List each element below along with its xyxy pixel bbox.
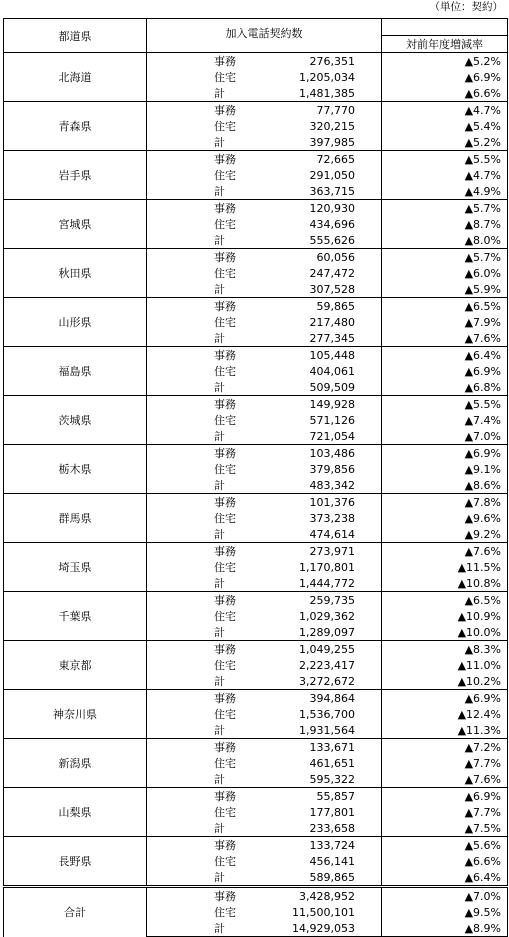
yoy-change-rate: ▲7.6% xyxy=(382,771,508,788)
yoy-change-rate: ▲6.6% xyxy=(382,853,508,869)
yoy-change-rate: ▲6.0% xyxy=(382,265,508,281)
contract-count: 595,322 xyxy=(309,772,355,786)
prefecture-name: 福島県 xyxy=(4,347,147,396)
contract-kind: 事務 xyxy=(147,298,214,315)
prefecture-name: 山梨県 xyxy=(4,788,147,837)
yoy-change-rate: ▲7.6% xyxy=(382,330,508,347)
header-blank-cell xyxy=(382,19,508,36)
contract-count: 2,223,417 xyxy=(299,658,355,672)
yoy-change-rate: ▲6.9% xyxy=(382,445,508,462)
yoy-change-rate: ▲6.8% xyxy=(382,379,508,396)
yoy-change-rate: ▲6.9% xyxy=(382,788,508,805)
contract-count: 373,238 xyxy=(309,511,355,525)
contract-count: 363,715 xyxy=(309,184,355,198)
yoy-change-rate: ▲11.5% xyxy=(382,559,508,575)
contract-count: 1,481,385 xyxy=(299,86,355,100)
contract-kind: 住宅 xyxy=(214,71,236,84)
yoy-change-rate: ▲6.9% xyxy=(382,363,508,379)
prefecture-name: 新潟県 xyxy=(4,739,147,788)
yoy-change-rate: ▲7.7% xyxy=(382,804,508,820)
prefecture-name: 栃木県 xyxy=(4,445,147,494)
contract-count: 101,376 xyxy=(214,494,382,511)
contract-count: 233,658 xyxy=(309,821,355,835)
yoy-change-rate: ▲10.2% xyxy=(382,673,508,690)
contract-count: 1,444,772 xyxy=(299,576,355,590)
contract-count: 3,272,672 xyxy=(299,674,355,688)
contract-kind: 住宅 xyxy=(214,561,236,574)
header-row xyxy=(4,19,508,36)
yoy-change-rate: ▲9.2% xyxy=(382,526,508,543)
contract-count: 55,857 xyxy=(214,788,382,805)
yoy-change-rate: ▲5.2% xyxy=(382,134,508,151)
yoy-change-rate: ▲6.5% xyxy=(382,298,508,315)
prefecture-name: 群馬県 xyxy=(4,494,147,543)
yoy-change-rate: ▲8.6% xyxy=(382,477,508,494)
contract-kind: 事務 xyxy=(147,887,214,905)
contract-count: 133,671 xyxy=(214,739,382,756)
prefecture-name: 埼玉県 xyxy=(4,543,147,592)
contract-kind: 計 xyxy=(214,185,225,198)
prefecture-name: 東京都 xyxy=(4,641,147,690)
contract-count: 133,724 xyxy=(214,837,382,854)
yoy-change-rate: ▲7.4% xyxy=(382,412,508,428)
contracts-table-container xyxy=(3,18,507,937)
contract-kind: 計 xyxy=(214,577,225,590)
yoy-change-rate: ▲6.5% xyxy=(382,592,508,609)
contract-count: 14,929,053 xyxy=(214,920,382,937)
header-prefecture: 都道県 xyxy=(4,19,147,53)
yoy-change-rate: ▲9.5% xyxy=(382,904,508,920)
yoy-change-rate: ▲9.1% xyxy=(382,461,508,477)
prefecture-row xyxy=(4,347,508,364)
yoy-change-rate: ▲8.9% xyxy=(382,920,508,937)
contract-count: 11,500,101 xyxy=(292,905,355,919)
yoy-change-rate: ▲7.9% xyxy=(382,314,508,330)
contract-count: 177,801 xyxy=(309,805,355,819)
contract-count: 456,141 xyxy=(309,854,355,868)
unit-note: （単位：契約） xyxy=(429,1,503,13)
prefecture-row xyxy=(4,249,508,266)
contract-count: 77,770 xyxy=(214,102,382,119)
contract-kind: 事務 xyxy=(147,200,214,217)
contract-count: 589,865 xyxy=(309,870,355,884)
yoy-change-rate: ▲10.8% xyxy=(382,575,508,592)
contract-kind: 計 xyxy=(214,724,225,737)
prefecture-name: 茨城県 xyxy=(4,396,147,445)
contract-count: 483,342 xyxy=(309,478,355,492)
yoy-change-rate: ▲4.9% xyxy=(382,183,508,200)
contract-kind: 事務 xyxy=(147,837,214,854)
yoy-change-rate: ▲5.5% xyxy=(382,151,508,168)
prefecture-name: 神奈川県 xyxy=(4,690,147,739)
contract-kind: 事務 xyxy=(147,151,214,168)
prefecture-row xyxy=(4,592,508,609)
prefecture-name: 北海道 xyxy=(4,53,147,102)
prefecture-name: 長野県 xyxy=(4,837,147,887)
contract-kind: 事務 xyxy=(147,641,214,658)
yoy-change-rate: ▲5.6% xyxy=(382,837,508,854)
prefecture-row xyxy=(4,102,508,119)
contract-count: 259,735 xyxy=(214,592,382,609)
prefecture-row xyxy=(4,396,508,413)
yoy-change-rate: ▲12.4% xyxy=(382,706,508,722)
prefecture-row xyxy=(4,53,508,70)
contract-count: 571,126 xyxy=(309,413,355,427)
contract-kind: 住宅 xyxy=(214,512,236,525)
contract-count: 307,528 xyxy=(309,282,355,296)
contract-kind: 住宅 xyxy=(214,659,236,672)
contract-count: 1,049,255 xyxy=(214,641,382,658)
contract-count: 149,928 xyxy=(214,396,382,413)
contract-kind: 住宅 xyxy=(214,414,236,427)
header-rate: 対前年度増減率 xyxy=(382,36,508,53)
yoy-change-rate: ▲7.0% xyxy=(382,887,508,905)
prefecture-name: 秋田県 xyxy=(4,249,147,298)
contract-count: 397,985 xyxy=(309,135,355,149)
contract-count: 273,971 xyxy=(214,543,382,560)
contract-kind: 計 xyxy=(214,332,225,345)
contract-kind: 事務 xyxy=(147,102,214,119)
contract-kind: 事務 xyxy=(147,739,214,756)
prefecture-name: 岩手県 xyxy=(4,151,147,200)
contract-kind: 住宅 xyxy=(214,316,236,329)
contract-kind: 住宅 xyxy=(214,610,236,623)
prefecture-row xyxy=(4,151,508,168)
yoy-change-rate: ▲5.2% xyxy=(382,53,508,70)
total-row xyxy=(4,887,508,905)
contract-kind: 事務 xyxy=(147,592,214,609)
contract-kind: 計 xyxy=(214,626,225,639)
contract-count: 277,345 xyxy=(309,331,355,345)
contract-kind: 住宅 xyxy=(214,267,236,280)
header-contracts: 加入電話契約数 xyxy=(147,19,382,53)
yoy-change-rate: ▲5.9% xyxy=(382,281,508,298)
yoy-change-rate: ▲5.5% xyxy=(382,396,508,413)
prefecture-row xyxy=(4,641,508,658)
yoy-change-rate: ▲8.7% xyxy=(382,216,508,232)
contract-kind: 住宅 xyxy=(214,757,236,770)
contract-kind: 計 xyxy=(214,234,225,247)
prefecture-row xyxy=(4,298,508,315)
prefecture-row xyxy=(4,739,508,756)
prefecture-row xyxy=(4,200,508,217)
contract-count: 59,865 xyxy=(214,298,382,315)
yoy-change-rate: ▲7.7% xyxy=(382,755,508,771)
prefecture-row xyxy=(4,543,508,560)
contract-kind: 住宅 xyxy=(214,855,236,868)
prefecture-row xyxy=(4,494,508,511)
contracts-table-body xyxy=(4,19,508,937)
yoy-change-rate: ▲7.6% xyxy=(382,543,508,560)
contract-kind: 計 xyxy=(214,773,225,786)
contract-count: 509,509 xyxy=(309,380,355,394)
contract-count: 3,428,952 xyxy=(214,887,382,905)
yoy-change-rate: ▲6.6% xyxy=(382,85,508,102)
prefecture-row xyxy=(4,445,508,462)
contract-kind: 計 xyxy=(214,675,225,688)
yoy-change-rate: ▲8.0% xyxy=(382,232,508,249)
contract-kind: 計 xyxy=(214,479,225,492)
contract-count: 394,864 xyxy=(214,690,382,707)
yoy-change-rate: ▲5.4% xyxy=(382,118,508,134)
contract-count: 379,856 xyxy=(309,462,355,476)
yoy-change-rate: ▲4.7% xyxy=(382,102,508,119)
contract-count: 105,448 xyxy=(214,347,382,364)
contract-kind: 事務 xyxy=(147,396,214,413)
yoy-change-rate: ▲7.8% xyxy=(382,494,508,511)
contract-kind: 計 xyxy=(214,136,225,149)
yoy-change-rate: ▲7.5% xyxy=(382,820,508,837)
contract-count: 103,486 xyxy=(214,445,382,462)
contract-kind: 住宅 xyxy=(214,463,236,476)
prefecture-name: 千葉県 xyxy=(4,592,147,641)
prefecture-row xyxy=(4,837,508,854)
contract-kind: 事務 xyxy=(147,249,214,266)
yoy-change-rate: ▲11.3% xyxy=(382,722,508,739)
yoy-change-rate: ▲10.0% xyxy=(382,624,508,641)
contract-count: 1,931,564 xyxy=(299,723,355,737)
contract-count: 1,205,034 xyxy=(299,70,355,84)
contract-count: 60,056 xyxy=(214,249,382,266)
contract-count: 72,665 xyxy=(214,151,382,168)
contract-kind: 計 xyxy=(214,871,225,884)
yoy-change-rate: ▲6.4% xyxy=(382,869,508,887)
yoy-change-rate: ▲5.7% xyxy=(382,200,508,217)
contracts-table xyxy=(3,18,508,937)
prefecture-name: 山形県 xyxy=(4,298,147,347)
contract-count: 555,626 xyxy=(309,233,355,247)
contract-kind: 計 xyxy=(214,381,225,394)
contract-count: 404,061 xyxy=(309,364,355,378)
contract-kind: 住宅 xyxy=(214,708,236,721)
yoy-change-rate: ▲5.7% xyxy=(382,249,508,266)
contract-count: 247,472 xyxy=(309,266,355,280)
yoy-change-rate: ▲4.7% xyxy=(382,167,508,183)
contract-kind: 事務 xyxy=(147,788,214,805)
contract-count: 474,614 xyxy=(309,527,355,541)
contract-count: 1,029,362 xyxy=(299,609,355,623)
yoy-change-rate: ▲8.3% xyxy=(382,641,508,658)
yoy-change-rate: ▲6.4% xyxy=(382,347,508,364)
contract-count: 217,480 xyxy=(309,315,355,329)
contract-kind: 計 xyxy=(147,920,214,937)
contract-kind: 住宅 xyxy=(214,169,236,182)
yoy-change-rate: ▲9.6% xyxy=(382,510,508,526)
contract-count: 721,054 xyxy=(309,429,355,443)
contract-kind: 事務 xyxy=(147,494,214,511)
contract-kind: 事務 xyxy=(147,543,214,560)
contract-kind: 住宅 xyxy=(214,365,236,378)
contract-kind: 計 xyxy=(214,283,225,296)
contract-count: 1,536,700 xyxy=(299,707,355,721)
contract-kind: 住宅 xyxy=(214,218,236,231)
yoy-change-rate: ▲6.9% xyxy=(382,69,508,85)
contract-count: 291,050 xyxy=(309,168,355,182)
contract-kind: 住宅 xyxy=(214,806,236,819)
prefecture-row xyxy=(4,690,508,707)
contract-kind: 計 xyxy=(214,430,225,443)
contract-kind: 計 xyxy=(214,87,225,100)
contract-kind: 計 xyxy=(214,528,225,541)
yoy-change-rate: ▲7.0% xyxy=(382,428,508,445)
contract-kind: 事務 xyxy=(147,690,214,707)
yoy-change-rate: ▲11.0% xyxy=(382,657,508,673)
contract-kind: 計 xyxy=(214,822,225,835)
contract-kind: 事務 xyxy=(147,53,214,70)
prefecture-name: 青森県 xyxy=(4,102,147,151)
contract-kind: 住宅 xyxy=(214,906,236,919)
yoy-change-rate: ▲7.2% xyxy=(382,739,508,756)
contract-count: 461,651 xyxy=(309,756,355,770)
contract-count: 276,351 xyxy=(214,53,382,70)
contract-kind: 住宅 xyxy=(214,120,236,133)
contract-count: 434,696 xyxy=(309,217,355,231)
yoy-change-rate: ▲6.9% xyxy=(382,690,508,707)
contract-count: 320,215 xyxy=(309,119,355,133)
prefecture-name: 宮城県 xyxy=(4,200,147,249)
yoy-change-rate: ▲10.9% xyxy=(382,608,508,624)
contract-count: 1,170,801 xyxy=(299,560,355,574)
contract-kind: 事務 xyxy=(147,445,214,462)
contract-count: 120,930 xyxy=(214,200,382,217)
total-label: 合計 xyxy=(4,887,147,937)
contract-count: 1,289,097 xyxy=(299,625,355,639)
prefecture-row xyxy=(4,788,508,805)
contract-kind: 事務 xyxy=(147,347,214,364)
